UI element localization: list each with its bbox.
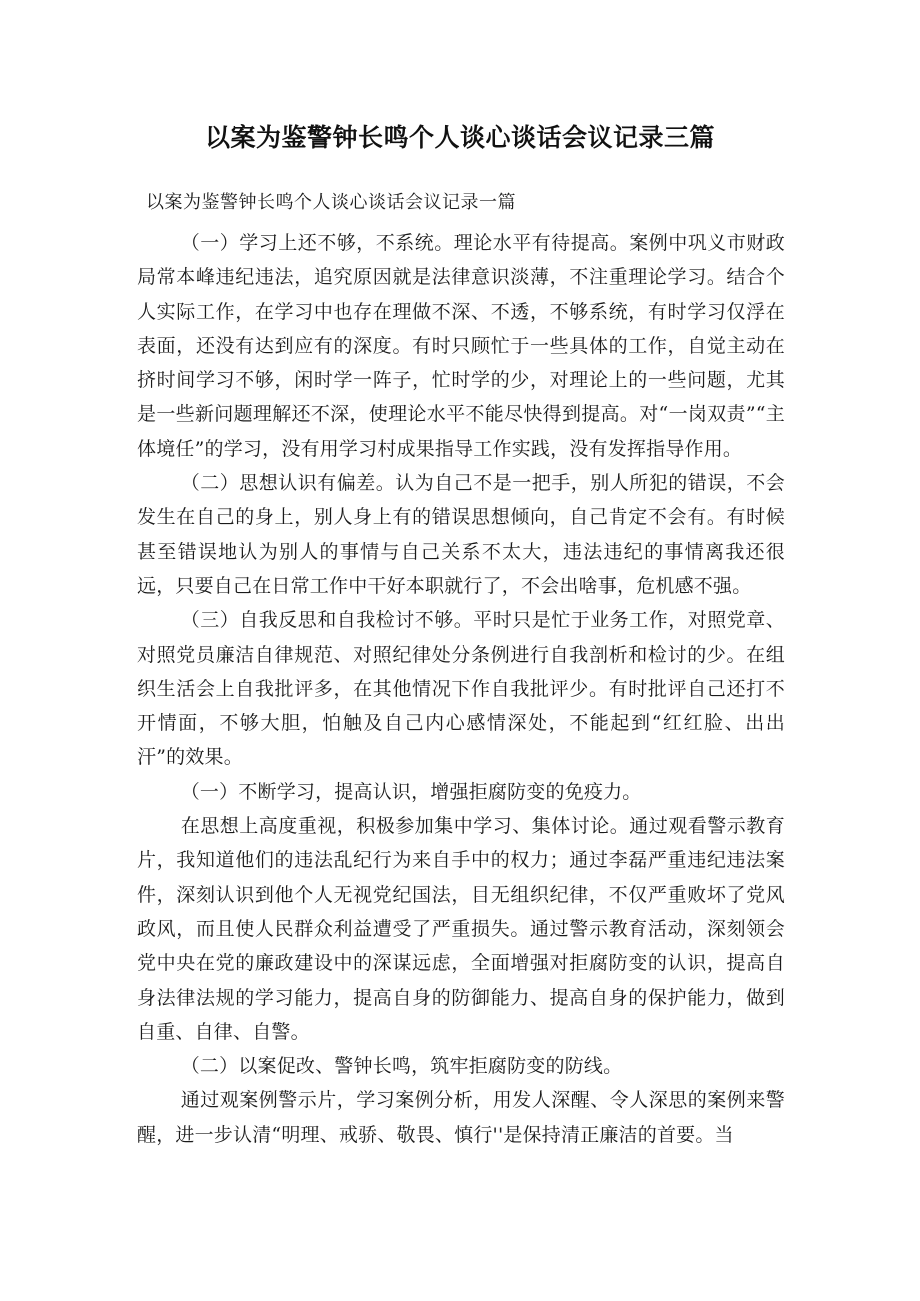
paragraph-measure-warning: 通过观案例警示片，学习案例分析，用发人深醒、令人深思的案例来警醒，进一步认清“明理、戒骄、敬畏、慎行''是保持清正廉洁的首要。当 [137, 1089, 785, 1146]
paragraph-problem-thinking: （二）思想认识有偏差。认为自己不是一把手，别人所犯的错误，不会发生在自己的身上，别人身上有的错误思想倾向，自己肯定不会有。有时候甚至错误地认为别人的事情与自己关系不太大，违法违纪的事情离我还很远，只要自己在日常工作中干好本职就行了，不会出啥事，危机感不强。 [137, 472, 785, 597]
document-body [137, 226, 785, 1152]
paragraph-problem-self-reflection: （三）自我反思和自我检讨不够。平时只是忙于业务工作，对照党章、对照党员廉洁自律规范、对照纪律处分条例进行自我剖析和检讨的少。在组织生活会上自我批评多，在其他情况下作自我批评少。有时批评自己还打不开情面，不够大胆，怕触及自己内心感情深处，不能起到“红红脸、出出汗”的效果。 [137, 609, 785, 769]
heading-measure-learning: （一）不断学习，提高认识，增强拒腐防变的免疫力。 [180, 780, 642, 803]
document-title: 以案为鉴警钟长鸣个人谈心谈话会议记录三篇 [204, 123, 715, 152]
document-subtitle: 以案为鉴警钟长鸣个人谈心谈话会议记录一篇 [146, 192, 516, 213]
heading-measure-warning: （二）以案促改、警钟长鸣，筑牢拒腐防变的防线。 [180, 1055, 623, 1078]
paragraph-problem-study: （一）学习上还不够，不系统。理论水平有待提高。案例中巩义市财政局常本峰违纪违法，追究原因就是法律意识淡薄，不注重理论学习。结合个人实际工作，在学习中也存在理做不深、不透，不够系统，有时学习仅浮在表面，还没有达到应有的深度。有时只顾忙于一些具体的工作，自觉主动在挤时间学习不够，闲时学一阵子，忙时学的少，对理论上的一些问题，尤其是一些新问题理解还不深，使理论水平不能尽快得到提高。对“一岗双责”“主体境任”的学习，没有用学习村成果指导工作实践，没有发挥指导作用。 [137, 232, 785, 460]
paragraph-measure-learning: 在思想上高度重视，积极参加集中学习、集体讨论。通过观看警示教育片，我知道他们的违法乱纪行为来自手中的权力；通过李磊严重违纪违法案件，深刻认识到他个人无视党纪国法，目无组织纪律，不仅严重败坏了党风政风，而且使人民群众利益遭受了严重损失。通过警示教育活动，深刻领会党中央在党的廉政建设中的深谋远虑，全面增强对拒腐防变的认识，提高自身法律法规的学习能力，提高自身的防御能力、提高自身的保护能力，做到自重、自律、自警。 [137, 815, 785, 1043]
